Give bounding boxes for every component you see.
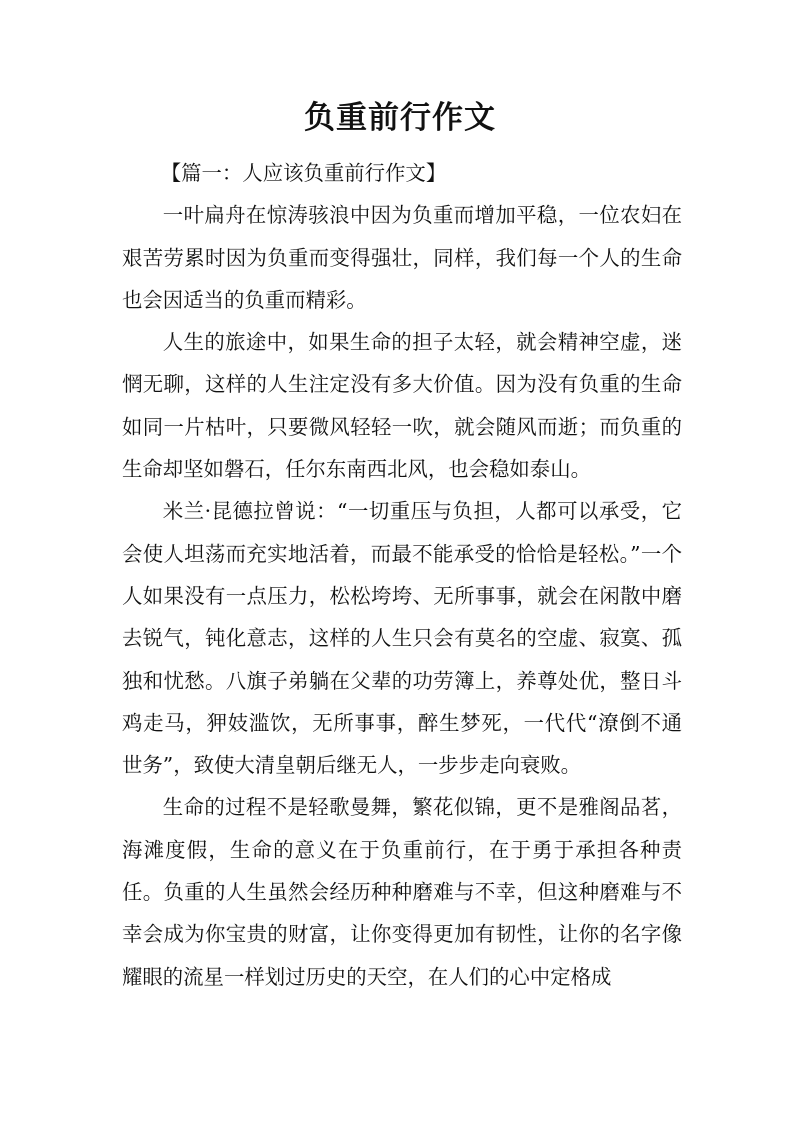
document-title: 负重前行作文 [304,100,496,136]
document-body [122,152,682,998]
paragraph-4: 生命的过程不是轻歌曼舞，繁花似锦，更不是雅阁品茗，海滩度假，生命的意义在于负重前行，在于勇于承担各种责任。负重的人生虽然会经历种种磨难与不幸，但这种磨难与不幸会成为你宝贵的财富，让你变得更加有韧性，让你的名字像耀眼的流星一样划过历史的天空，在人们的心中定格成 [122,795,682,989]
section-heading: 【篇一：人应该负重前行作文】 [160,161,447,185]
paragraph-1: 一叶扁舟在惊涛骇浪中因为负重而增加平稳，一位农妇在艰苦劳累时因为负重而变得强壮，同样，我们每一个人的生命也会因适当的负重而精彩。 [122,203,682,312]
paragraph-2: 人生的旅途中，如果生命的担子太轻，就会精神空虚，迷惘无聊，这样的人生注定没有多大价值。因为没有负重的生命如同一片枯叶，只要微风轻轻一吹，就会随风而逝；而负重的生命却坚如磐石，任尔东南西北风，也会稳如泰山。 [122,330,682,482]
paragraph-3: 米兰·昆德拉曾说：“一切重压与负担，人都可以承受，它会使人坦荡而充实地活着，而最不能承受的恰恰是轻松。”一个人如果没有一点压力，松松垮垮、无所事事，就会在闲散中磨去锐气，钝化意志，这样的人生只会有莫名的空虚、寂寞、孤独和忧愁。八旗子弟躺在父辈的功劳簿上，养尊处优，整日斗鸡走马，狎妓滥饮，无所事事，醉生梦死，一代代“潦倒不通世务”，致使大清皇朝后继无人，一步步走向衰败。 [122,499,682,778]
